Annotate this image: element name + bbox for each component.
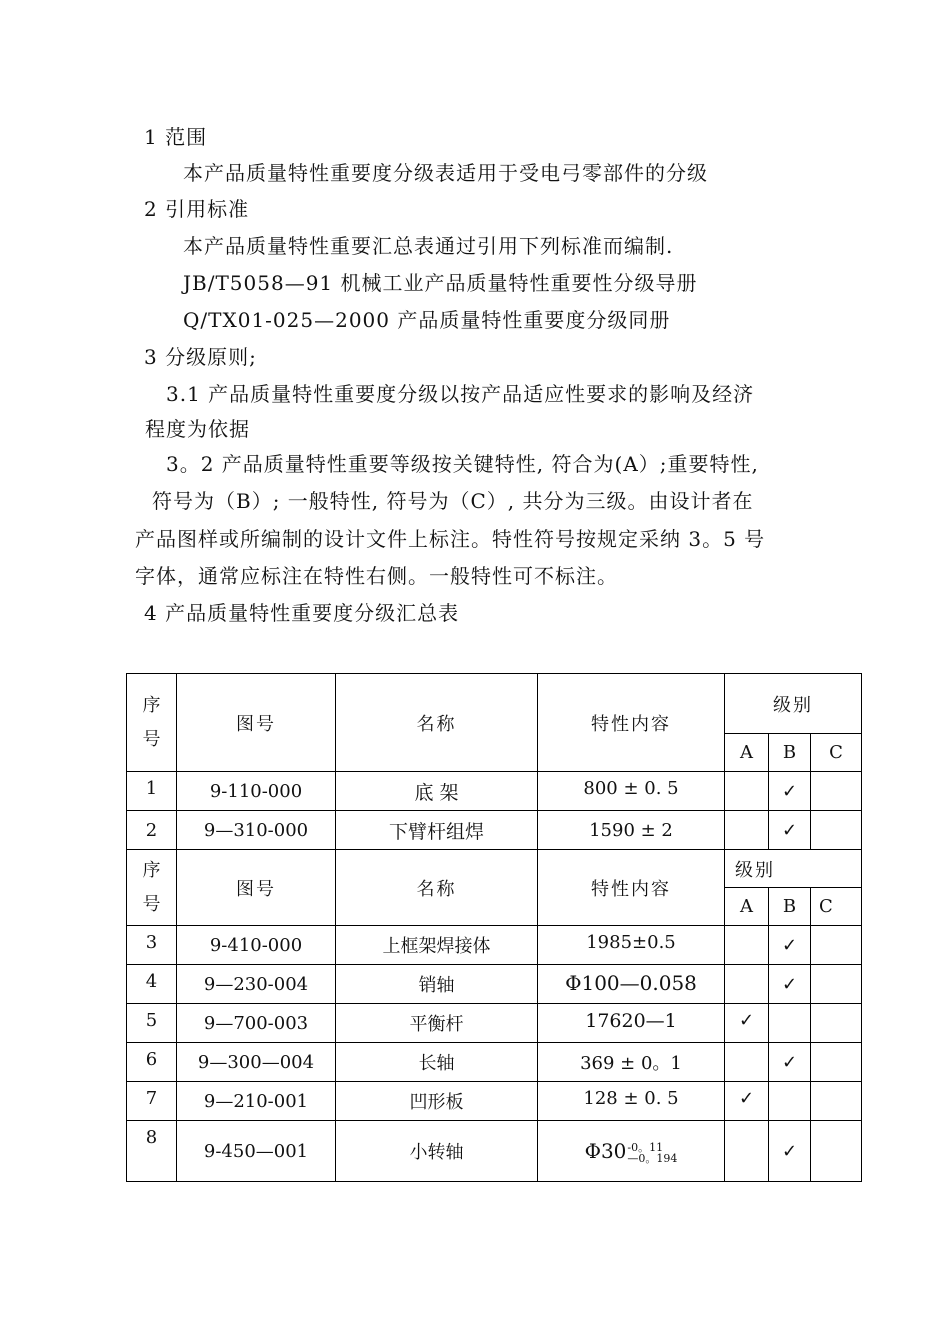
row-level-c — [811, 1121, 862, 1182]
section-3-2-line-4: 字体，通常应标注在特性右侧。一般特性可不标注。 — [135, 564, 618, 588]
row-seq: 2 — [127, 811, 177, 850]
table-row — [127, 926, 862, 965]
row-drawing-no: 9-410-000 — [177, 926, 336, 965]
header-content: 特性内容 — [538, 850, 725, 926]
row-drawing-no: 9-450—001 — [177, 1121, 336, 1182]
section-3-heading: 3 分级原则; — [144, 345, 257, 369]
table-row — [127, 1004, 862, 1043]
check-icon: ✓ — [769, 926, 811, 965]
section-3-1-line-2: 程度为依据 — [145, 417, 250, 441]
quality-classification-table — [126, 673, 862, 1182]
row-level-a — [725, 926, 769, 965]
row-name: 下臂杆组焊 — [336, 811, 538, 850]
row-content: Φ30 -0。11 —0。194 — [538, 1121, 725, 1182]
row-seq: 7 — [127, 1082, 177, 1121]
section-1-heading: 1 范围 — [144, 125, 208, 149]
row-drawing-no: 9—300—004 — [177, 1043, 336, 1082]
row-content: 369 ± 0。1 — [538, 1043, 725, 1082]
section-2-reference-2: Q/TX01-025—2000 产品质量特性重要度分级同册 — [183, 308, 671, 332]
header-seq: 序 号 — [127, 850, 177, 926]
row-level-c — [811, 1043, 862, 1082]
row-level-b — [769, 1004, 811, 1043]
section-3-2-line-2: 符号为（B）; 一般特性, 符号为（C）, 共分为三级。由设计者在 — [152, 489, 754, 513]
row-name: 小转轴 — [336, 1121, 538, 1182]
row-level-c — [811, 811, 862, 850]
header-level-c: C — [811, 734, 862, 772]
row-seq: 4 — [127, 965, 177, 1004]
header-level: 级别 — [725, 850, 862, 888]
header-seq: 序 号 — [127, 674, 177, 772]
row-seq: 5 — [127, 1004, 177, 1043]
row-level-c — [811, 1082, 862, 1121]
row-content: 128 ± 0. 5 — [538, 1082, 725, 1121]
row-level-a — [725, 811, 769, 850]
row-content: Φ100—0.058 — [538, 965, 725, 1004]
check-icon: ✓ — [769, 811, 811, 850]
row-name: 销轴 — [336, 965, 538, 1004]
row-seq: 3 — [127, 926, 177, 965]
row-level-a — [725, 772, 769, 811]
table-row — [127, 811, 862, 850]
row-drawing-no: 9—210-001 — [177, 1082, 336, 1121]
header-level-c: C — [811, 888, 862, 926]
section-3-2-line-3: 产品图样或所编制的设计文件上标注。特性符号按规定采纳 3。5 号 — [135, 527, 766, 551]
header-content: 特性内容 — [538, 674, 725, 772]
upper-tolerance: -0。11 — [627, 1140, 664, 1154]
row-content: 1590 ± 2 — [538, 811, 725, 850]
section-1-text: 本产品质量特性重要度分级表适用于受电弓零部件的分级 — [183, 161, 708, 185]
row-level-a — [725, 1043, 769, 1082]
check-icon: ✓ — [769, 772, 811, 811]
header-level-b: B — [769, 734, 811, 772]
check-icon: ✓ — [769, 965, 811, 1004]
row-name: 凹形板 — [336, 1082, 538, 1121]
table-row — [127, 1121, 862, 1182]
header-level-b: B — [769, 888, 811, 926]
row-level-b — [769, 1082, 811, 1121]
row-drawing-no: 9-110-000 — [177, 772, 336, 811]
check-icon: ✓ — [769, 1043, 811, 1082]
table-row — [127, 965, 862, 1004]
row-level-c — [811, 1004, 862, 1043]
row-seq: 8 — [127, 1121, 177, 1182]
row-drawing-no: 9—230-004 — [177, 965, 336, 1004]
row-name: 平衡杆 — [336, 1004, 538, 1043]
row-seq: 1 — [127, 772, 177, 811]
header-name: 名称 — [336, 850, 538, 926]
section-2-reference-1: JB/T5058—91 机械工业产品质量特性重要性分级导册 — [183, 271, 698, 295]
table-row — [127, 1043, 862, 1082]
table-row — [127, 772, 862, 811]
row-level-c — [811, 926, 862, 965]
row-level-a — [725, 1121, 769, 1182]
section-3-2-line-1: 3。2 产品质量特性重要等级按关键特性, 符合为(A）;重要特性, — [166, 452, 759, 476]
header-level: 级别 — [725, 674, 862, 734]
section-4-heading: 4 产品质量特性重要度分级汇总表 — [144, 601, 460, 625]
table-row — [127, 1082, 862, 1121]
row-content: 800 ± 0. 5 — [538, 772, 725, 811]
row-drawing-no: 9—700-003 — [177, 1004, 336, 1043]
row-name: 底 架 — [336, 772, 538, 811]
section-3-1-line-1: 3.1 产品质量特性重要度分级以按产品适应性要求的影响及经济 — [166, 382, 755, 406]
row-level-c — [811, 965, 862, 1004]
check-icon: ✓ — [725, 1004, 769, 1043]
header-level-a: A — [725, 888, 769, 926]
row-drawing-no: 9—310-000 — [177, 811, 336, 850]
header-drawing-no: 图号 — [177, 850, 336, 926]
row-content: 17620—1 — [538, 1004, 725, 1043]
lower-tolerance: —0。194 — [627, 1151, 678, 1165]
check-icon: ✓ — [769, 1121, 811, 1182]
row-name: 上框架焊接体 — [336, 926, 538, 965]
section-2-heading: 2 引用标准 — [144, 197, 250, 221]
header-drawing-no: 图号 — [177, 674, 336, 772]
row-level-a — [725, 965, 769, 1004]
section-2-text: 本产品质量特性重要汇总表通过引用下列标准而编制. — [183, 234, 674, 258]
row-name: 长轴 — [336, 1043, 538, 1082]
header-name: 名称 — [336, 674, 538, 772]
row-level-c — [811, 772, 862, 811]
row-content: 1985±0.5 — [538, 926, 725, 965]
row-seq: 6 — [127, 1043, 177, 1082]
check-icon: ✓ — [725, 1082, 769, 1121]
header-level-a: A — [725, 734, 769, 772]
